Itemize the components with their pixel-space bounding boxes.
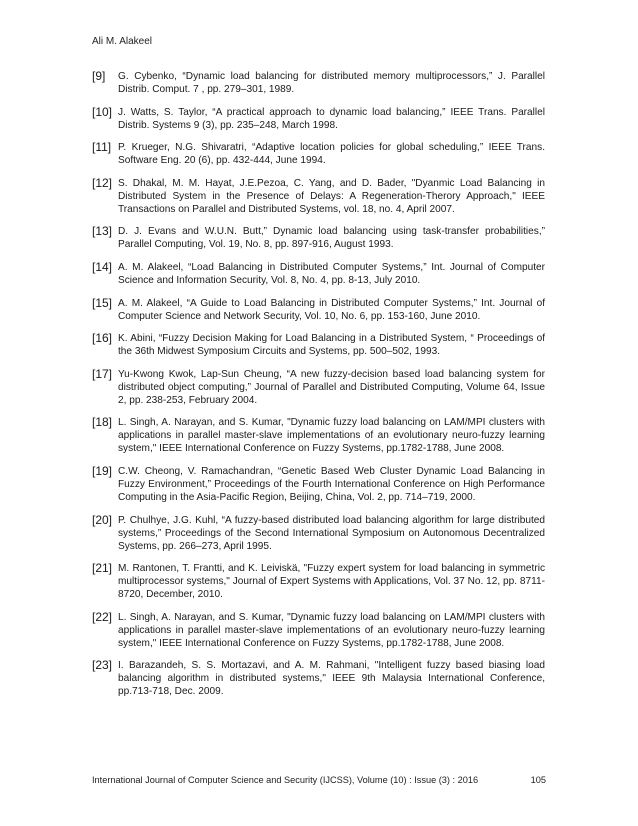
reference-number: [15] — [92, 295, 113, 310]
reference-item — [92, 225, 545, 251]
reference-number: [11] — [92, 140, 112, 155]
reference-number: [9] — [92, 69, 106, 83]
reference-text: I. Barazandeh, S. S. Mortazavi, and A. M. Rahmani, "Intelligent fuzzy based biasing load balancing algorithm in distributed systems," IEEE 9th Malaysia International Conference, pp.713-718, Dec. 2009. — [118, 660, 545, 698]
reference-item — [92, 611, 545, 650]
reference-number: [17] — [92, 366, 113, 381]
reference-text: M. Rantonen, T. Frantti, and K. Leiviskä, "Fuzzy expert system for load balancing in symmetric multiprocessor systems," Journal of Expert Systems with Applications, Vol. 37 No. 12, pp. 8711-8720, December, 2010. — [118, 563, 545, 601]
reference-text: A. M. Alakeel, “Load Balancing in Distributed Computer Systems,” Int. Journal of Computer Science and Information Security, Vol. 8, No. 4, pp. 8-13, July 2010. — [118, 261, 545, 286]
reference-number: [16] — [92, 331, 113, 346]
reference-text: C.W. Cheong, V. Ramachandran, “Genetic Based Web Cluster Dynamic Load Balancing in Fuzzy Environment,” Proceedings of the Fourth International Conference on High Performance Computing in the Asia-Pacific Region, Beijing, China, Vol. 2, pp. 714–719, 2000. — [118, 465, 545, 503]
reference-item — [92, 659, 545, 698]
running-header-author: Ali M. Alakeel — [92, 36, 153, 47]
reference-item — [92, 368, 545, 407]
footer-journal-info: International Journal of Computer Science and Security (IJCSS), Volume (10) : Issue (3) : 2016 — [92, 775, 479, 785]
reference-number: [19] — [92, 463, 113, 478]
page-footer — [92, 775, 546, 785]
reference-item — [92, 141, 545, 167]
reference-number: [10] — [92, 104, 113, 119]
reference-text: Yu-Kwong Kwok, Lap-Sun Cheung, “A new fuzzy-decision based load balancing system for distributed object computing,” Journal of Parallel and Distributed Computing, Volume 64, Issue 2, pp. 238-253, February 2004. — [118, 368, 545, 406]
reference-item — [92, 177, 545, 216]
reference-text: P. Chulhye, J.G. Kuhl, “A fuzzy-based distributed load balancing algorithm for large distributed systems,” Proceedings of the Second International Symposium on Autonomous Decentralized Systems, pp. 266–273, April 1995. — [118, 514, 545, 552]
reference-item — [92, 297, 545, 323]
reference-text: L. Singh, A. Narayan, and S. Kumar, "Dynamic fuzzy load balancing on LAM/MPI clusters with applications in parallel master-slave implementations of an evolutionary neuro-fuzzy learning system," IEEE International Conference on Fuzzy Systems, pp.1782-1788, June 2008. — [118, 611, 545, 649]
reference-text: J. Watts, S. Taylor, “A practical approach to dynamic load balancing,” IEEE Trans. Parallel Distrib. Systems 9 (3), pp. 235–248, March 1998. — [118, 106, 545, 131]
reference-number: [22] — [92, 609, 113, 624]
reference-number: [20] — [92, 512, 113, 527]
reference-text: K. Abini, “Fuzzy Decision Making for Load Balancing in a Distributed System, “ Proceedings of the 36th Midwest Symposium Circuits and Systems, pp. 500–502, 1993. — [118, 333, 545, 358]
reference-item — [92, 70, 545, 96]
reference-item — [92, 562, 545, 601]
reference-text: G. Cybenko, “Dynamic load balancing for distributed memory multiprocessors,” J. Parallel Distrib. Comput. 7 , pp. 279–301, 1989. — [118, 71, 545, 95]
reference-number: [21] — [92, 561, 113, 576]
page-number: 105 — [530, 775, 546, 785]
reference-item — [92, 416, 545, 455]
reference-item — [92, 514, 545, 553]
reference-item — [92, 465, 545, 504]
reference-item — [92, 332, 545, 358]
reference-list — [92, 70, 545, 708]
reference-number: [13] — [92, 224, 113, 239]
reference-text: A. M. Alakeel, “A Guide to Load Balancing in Distributed Computer Systems,” Int. Journal of Computer Science and Network Security, Vol. 10, No. 6, pp. 153-160, June 2010. — [118, 297, 545, 322]
reference-text: S. Dhakal, M. M. Hayat, J.E.Pezoa, C. Yang, and D. Bader, "Dyanmic Load Balancing in Distributed System in the Presence of Delays: A Regeneration-Therory Approach," IEEE Transactions on Parallel and Distributed Systems, vol. 18, no. 4, April 2007. — [118, 177, 545, 215]
reference-number: [14] — [92, 259, 113, 274]
reference-number: [18] — [92, 415, 113, 430]
reference-number: [23] — [92, 658, 113, 673]
reference-text: D. J. Evans and W.U.N. Butt,” Dynamic load balancing using task-transfer probabilities,” Parallel Computing, Vol. 19, No. 8, pp. 897-916, August 1993. — [118, 226, 545, 251]
reference-item — [92, 261, 545, 287]
reference-number: [12] — [92, 175, 113, 190]
reference-text: L. Singh, A. Narayan, and S. Kumar, "Dynamic fuzzy load balancing on LAM/MPI clusters with applications in parallel master-slave implementations of an evolutionary neuro-fuzzy learning system," IEEE International Conference on Fuzzy Systems, pp.1782-1788, June 2008. — [118, 417, 545, 455]
reference-item — [92, 106, 545, 132]
reference-text: P. Krueger, N.G. Shivaratri, “Adaptive location policies for global scheduling,” IEEE Trans. Software Eng. 20 (6), pp. 432-444, June 1994. — [118, 142, 545, 167]
